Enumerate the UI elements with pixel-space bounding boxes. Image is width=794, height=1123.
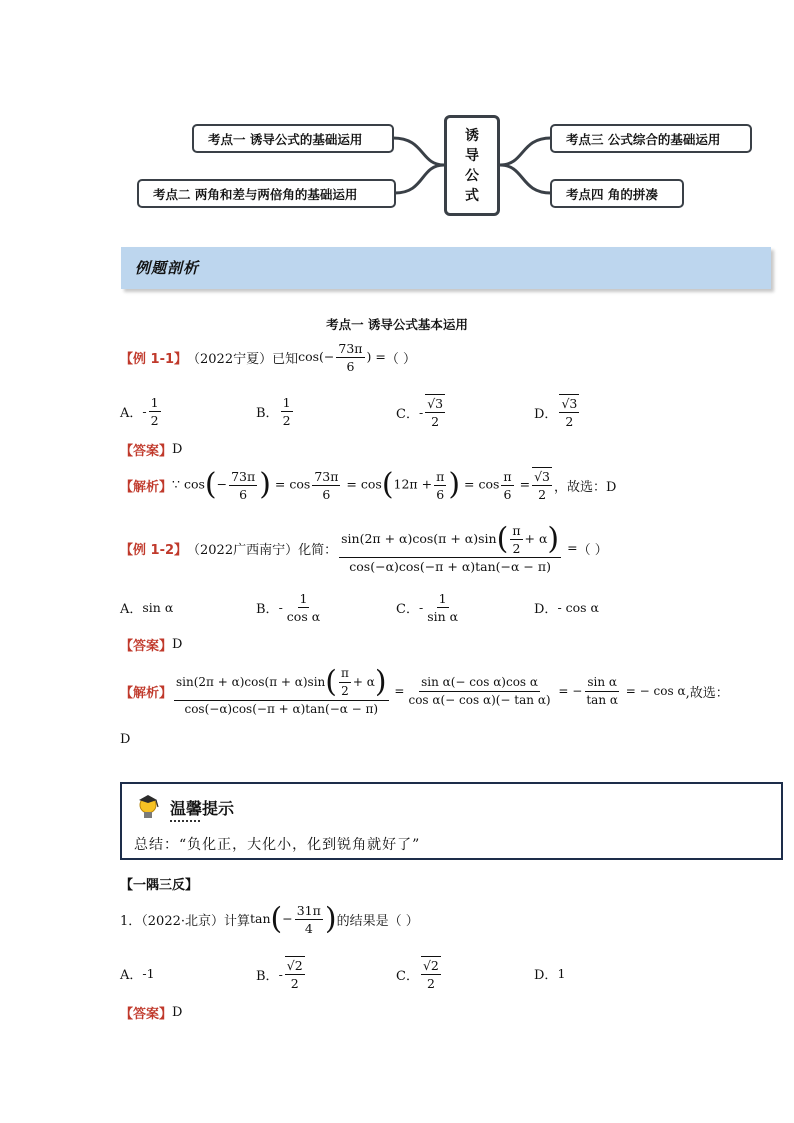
center-char: 导 xyxy=(465,147,479,164)
section-title: 考点一 诱导公式基本运用 xyxy=(326,317,468,332)
tip-underline xyxy=(170,820,200,822)
ex2-answer: 【答案】 D xyxy=(120,637,183,654)
q1-answer: 【答案】 D xyxy=(120,1005,183,1022)
ex1-expression: cos(− $\frac{73\pi}{6}$ ) = xyxy=(298,341,386,374)
lightbulb-icon xyxy=(134,792,164,822)
tip-box xyxy=(120,782,783,860)
mindmap-node-3: 考点三 公式综合的基础运用 xyxy=(550,124,752,153)
banner-title: 例题剖析 xyxy=(135,259,200,277)
ex2-option-d: D． - cos α xyxy=(534,600,599,617)
ex1-analysis-expression: ∵ cos(− $\frac{73\pi}{6}$ ) = cos $\frac{73\pi}{6}$ = cos(12π + $\frac{\pi}{6}$ ) = cos $\frac{\pi}{6}$ = $\frac{√3}{2}$ xyxy=(172,467,551,502)
ex2-analysis-expression: sin(2π + α)cos(π + α)sin( $\frac{\pi}{2}$ + α) cos(−α)cos(−π + α)tan(−α − π) = $\frac{\text{sin α(− cos α)cos α}}{\text{cos α(− cos α)(− tan α)}}$ = − $\frac{\text{sin α}}{\text{tan α}}$ = − cos α xyxy=(176,664,686,716)
ex1-source: （2022宁夏）已知 xyxy=(187,352,299,367)
ex1-tag: 【例 1-1】 xyxy=(120,352,188,367)
ex1-answer: 【答案】 D xyxy=(120,442,183,459)
center-char: 诱 xyxy=(465,127,479,144)
ex1-option-c: C． - $\frac{√3}{2}$ xyxy=(396,396,444,429)
q1-option-a: A． -1 xyxy=(120,966,155,983)
ex2-option-a: A． sin α xyxy=(120,600,174,617)
center-char: 式 xyxy=(465,187,479,204)
center-char: 公 xyxy=(465,167,479,184)
ex2-analysis-last: D xyxy=(120,732,131,747)
q1-option-b: B． - $\frac{√2}{2}$ xyxy=(256,958,303,991)
practice-heading: 【一隅三反】 xyxy=(120,878,199,893)
q1-option-c: C． $\frac{√2}{2}$ xyxy=(396,958,439,991)
ex1-option-a: A． - $\frac{1}{2}$ xyxy=(120,395,159,428)
ex2-question: 【例 1-2】 （2022广西南宁）化简： sin(2π + α)cos(π + α)sin( $\frac{\pi}{2}$ + α) cos(−α)cos(−π + α)tan(−α − π) = （ ） xyxy=(120,521,608,574)
ex2-option-c: C． - $\frac{1}{\text{sin α}}$ xyxy=(396,591,459,624)
q1-expression: tan(− $\frac{31\pi}{4}$ ) xyxy=(250,901,337,937)
ex1-option-d: D． $\frac{√3}{2}$ xyxy=(534,396,578,429)
ex1-analysis: 【解析】 ∵ cos(− $\frac{73\pi}{6}$ ) = cos $\frac{73\pi}{6}$ = cos(12π + $\frac{\pi}{6}$ ) = cos $\frac{\pi}{6}$ = $\frac{√3}{2}$ ，故选：D xyxy=(120,467,617,502)
mindmap-node-1: 考点一 诱导公式的基础运用 xyxy=(192,124,394,153)
mindmap-center xyxy=(444,115,500,216)
ex1-blank: （ ） xyxy=(385,352,416,367)
tip-title: 温馨提示 xyxy=(170,799,235,818)
q1-question: 1．（2022·北京）计算 tan(− $\frac{31\pi}{4}$ ) 的结果是（ ） xyxy=(120,901,419,937)
q1-option-d: D． 1 xyxy=(534,966,566,983)
ex1-question xyxy=(120,340,416,375)
section-banner xyxy=(121,247,771,289)
ex2-option-b: B． - $\frac{1}{\text{cos α}}$ xyxy=(256,591,321,624)
ex1-option-b: B． $\frac{1}{2}$ xyxy=(256,395,291,428)
mindmap-node-2: 考点二 两角和差与两倍角的基础运用 xyxy=(137,179,396,208)
ex2-analysis: 【解析】 sin(2π + α)cos(π + α)sin( $\frac{\pi}{2}$ + α) cos(−α)cos(−π + α)tan(−α − π) = $\frac{\text{sin α(− cos α)cos α}}{\text{cos α(− cos α)(− tan α)}}$ = − $\frac{\text{sin α}}{\text{tan α}}$ = − cos α ,故选： xyxy=(120,664,729,716)
mindmap-node-4: 考点四 角的拼凑 xyxy=(550,179,684,208)
ex2-expression: sin(2π + α)cos(π + α)sin( $\frac{\pi}{2}$ + α) cos(−α)cos(−π + α)tan(−α − π) = xyxy=(341,521,578,574)
tip-body: 总结：“负化正，大化小，化到锐角就好了” xyxy=(134,837,421,853)
